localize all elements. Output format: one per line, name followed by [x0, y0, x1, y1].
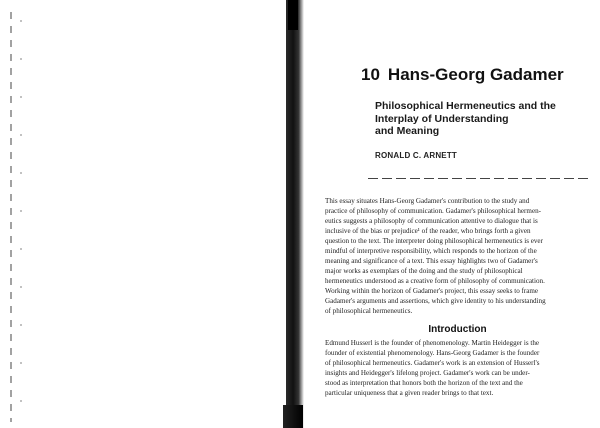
intro-line: particular uniqueness that a given reader brings to that text.	[325, 389, 494, 397]
dashed-divider	[368, 178, 589, 179]
abstract-line: practice of philosophy of communication. Gadamer's philosophical hermen-	[325, 207, 541, 215]
abstract-line: Working within the horizon of Gadamer's project, this essay seeks to frame	[325, 287, 539, 295]
abstract-line: meaning and significance of a text. This essay highlights two of Gadamer's	[325, 257, 538, 265]
abstract-line: major works as exemplars of the doing and the study of philosophical	[325, 267, 523, 275]
abstract-line: of philosophical hermeneutics.	[325, 307, 413, 315]
left-page-marks	[20, 20, 22, 410]
gutter-top-shadow	[288, 0, 298, 30]
intro-line: insights and Heidegger's lifelong project. Gadamer's work can be under-	[325, 369, 530, 377]
book-gutter	[286, 0, 304, 428]
intro-line: stood as interpretation that honors both the horizon of the text and the	[325, 379, 523, 387]
abstract-line: inclusive of the bias or prejudice¹ of the reader, who brings forth a given	[325, 227, 531, 235]
abstract-line: question to the text. The interpreter doing philosophical hermeneutics is ever	[325, 237, 543, 245]
intro-paragraph	[325, 338, 590, 398]
abstract-line: hermeneutics understood as a creative form of philosophy of communication.	[325, 277, 545, 285]
subtitle-line: Interplay of Understanding	[375, 112, 509, 125]
intro-line: Edmund Husserl is the founder of phenomenology. Martin Heidegger is the	[325, 339, 540, 347]
abstract-line: Gadamer's arguments and assertions, which give identity to his understanding	[325, 297, 546, 305]
subtitle-line: Philosophical Hermeneutics and the	[375, 100, 556, 112]
chapter-subtitle	[375, 100, 585, 138]
abstract-line: mindful of interpretive responsibility, which responds to the horizon of the	[325, 247, 537, 255]
abstract-line: This essay situates Hans-Georg Gadamer's contribution to the study and	[325, 197, 530, 205]
abstract-line: eutics suggests a philosophy of communication attentive to dialogue that is	[325, 217, 538, 225]
intro-line: founder of existential phenomenology. Hans-Georg Gadamer is the founder	[325, 349, 540, 357]
chapter-number: 10	[361, 65, 380, 84]
chapter-title	[361, 65, 591, 85]
abstract-paragraph	[325, 196, 590, 316]
subtitle-line: and Meaning	[375, 125, 440, 137]
chapter-title-text: Hans-Georg Gadamer	[387, 65, 564, 84]
left-page-edge	[10, 12, 12, 422]
section-heading: Introduction	[428, 324, 487, 335]
gutter-bottom-shadow	[283, 405, 303, 428]
chapter-author: RONALD C. ARNETT	[375, 151, 458, 160]
intro-line: of philosophical hermeneutics. Gadamer's work is an extension of Husserl's	[325, 359, 540, 367]
